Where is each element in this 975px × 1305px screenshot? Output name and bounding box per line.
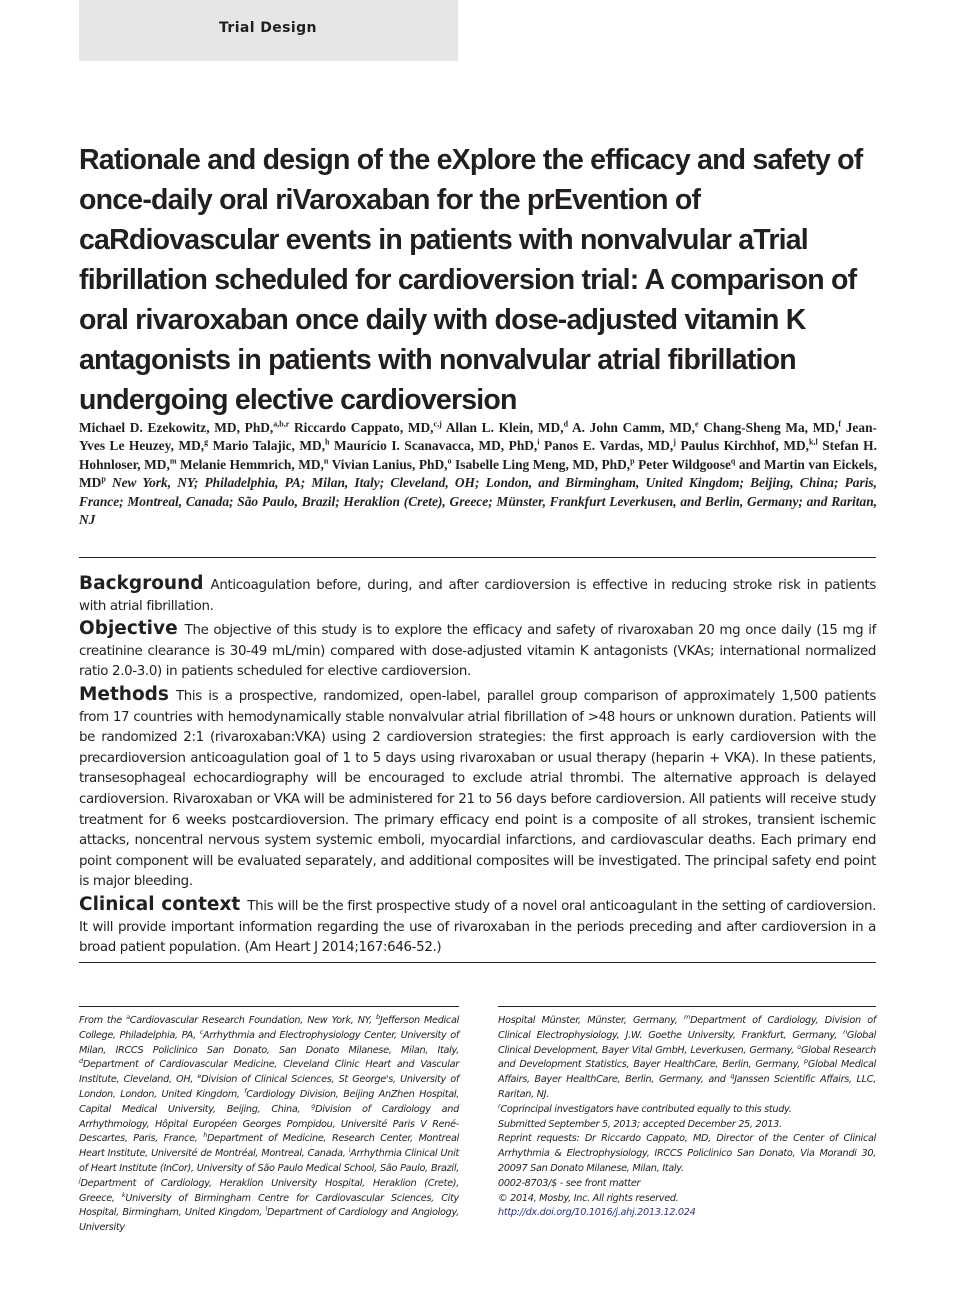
author-name: Michael D. Ezekowitz, MD, PhD,	[79, 420, 274, 435]
affiliation-marker: d	[563, 419, 569, 429]
affiliation-marker: c,j	[433, 419, 442, 429]
affiliation-marker: a,b,r	[273, 419, 290, 429]
affiliation-marker: p	[804, 1057, 808, 1066]
note-marker: r	[498, 1101, 501, 1110]
author-name: Riccardo Cappato, MD,	[293, 420, 434, 435]
affiliation-text: Cardiology Division, Beijing AnZhen Hospital, Capital Medical University, Beijing, China,	[79, 1088, 460, 1115]
footnote-rule-left	[79, 1006, 459, 1007]
author-name: Allan L. Klein, MD,	[445, 420, 564, 435]
affiliation-marker: i	[348, 1145, 351, 1154]
affiliation-text: Hospital Münster, Münster, Germany,	[498, 1015, 685, 1026]
affiliation-marker: j	[79, 1175, 81, 1184]
affiliation-text: Cardiovascular Research Foundation, New York, NY,	[129, 1015, 376, 1026]
divider-bottom	[79, 962, 876, 963]
affiliation-marker: o	[447, 456, 452, 466]
affiliation-marker: m	[169, 456, 177, 466]
affiliation-text: Janssen Scientific Affairs, LLC, Raritan, NJ.	[498, 1074, 876, 1100]
affiliation-marker: i	[537, 437, 540, 447]
affiliation-marker: q	[730, 1071, 735, 1080]
affiliation-text: Department of Cardiology, Heraklion University Hospital, Heraklion (Crete), Greece,	[79, 1177, 459, 1204]
affiliation-text: Department of Cardiology and Angiology, University	[79, 1207, 459, 1234]
abstract-heading: Clinical context	[79, 893, 241, 915]
reprint-requests: Reprint requests: Dr Riccardo Cappato, MD, Director of the Center of Clinical Arrhythmia & Electrophysiology, IRCCS Policlinico San Donato, Via Morandi 30, 20097 San Donato Milanese, Milan, Italy.	[498, 1133, 876, 1174]
affiliation-text: University of Birmingham Centre for Cardiovascular Sciences, City Hospital, Birmingham, United Kingdom,	[79, 1192, 459, 1219]
author-name: Vivian Lanius, PhD,	[331, 456, 448, 472]
affiliation-marker: a	[126, 1012, 130, 1021]
abstract-text: The objective of this study is to explore the efficacy and safety of rivaroxaban 20 mg once daily (15 mg if creatinine clearance is 30-49 mL/min) compared with dose-adjusted vitamin K antagonists (VKAs; international normalized ratio 2.0-3.0) in patients scheduled for elective cardioversion.	[79, 623, 876, 680]
abstract-methods	[79, 685, 876, 893]
affiliations-continued	[498, 1014, 876, 1103]
affiliation-marker: p	[101, 474, 106, 484]
abstract-text: Anticoagulation before, during, and after cardioversion is effective in reducing stroke risk in patients with atrial fibrillation.	[79, 578, 876, 614]
affiliation-text: Department of Cardiology, Division of Clinical Electrophysiology, J.W. Goethe University, Frankfurt, Germany,	[498, 1015, 876, 1041]
affiliation-marker: f	[838, 419, 842, 429]
affiliation-marker: b	[375, 1012, 380, 1021]
abstract-heading: Methods	[79, 683, 169, 705]
doi-link[interactable]: http://dx.doi.org/10.1016/j.ahj.2013.12.024	[498, 1207, 696, 1219]
affiliation-text: Arrhythmia and Electrophysiology Center, University of Milan, IRCCS Policlinico San Donato, San Donato Milanese, Milan, Italy,	[79, 1029, 459, 1056]
affiliation-marker: k	[121, 1190, 126, 1199]
affiliation-marker: k,l	[809, 437, 818, 447]
affiliation-text: Global Clinical Development, Bayer Vital GmbH, Leverkusen, Germany,	[498, 1029, 876, 1056]
coprincipal-note	[498, 1103, 876, 1118]
affiliation-marker: n	[843, 1027, 847, 1036]
affiliation-marker: h	[325, 437, 330, 447]
affiliation-marker: l	[265, 1205, 267, 1214]
affiliation-marker: c	[199, 1027, 204, 1036]
author-name: Melanie Hemmrich, MD,	[180, 456, 324, 472]
divider-top	[79, 557, 876, 558]
article-title: Rationale and design of the eXplore the efficacy and safety of once-daily oral riVaroxaban for the prEvention of caRdiovascular events in patients with nonvalvular aTrial fibrillation scheduled for cardioversion trial: A comparison of oral rivaroxaban once daily with dose-adjusted vitamin K antagonists in patients with nonvalvular atrial fibrillation undergoing elective cardioversion	[79, 144, 863, 416]
affiliation-text: Department of Cardiovascular Medicine, Cleveland Clinic Heart and Vascular Institute, Cleveland, OH,	[79, 1059, 459, 1086]
affiliation-text: From the	[79, 1015, 127, 1026]
affiliation-text: Division of Clinical Sciences, St George's, University of London, London, United Kingdom,	[79, 1074, 460, 1100]
author-name: A. John Camm, MD,	[571, 420, 696, 435]
author-name: Jean-Yves Le Heuzey, MD,	[79, 420, 877, 454]
affiliation-marker: j	[673, 437, 676, 447]
author-name: and Martin van Eickels, MD	[79, 456, 877, 491]
affiliation-text: Arrhythmia Clinical Unit of Heart Institute (InCor), University of São Paulo Medical School, São Paulo, Brazil,	[79, 1148, 459, 1174]
footnote-rule-right	[498, 1006, 876, 1007]
abstract	[79, 574, 876, 961]
author-name: Maurício I. Scanavacca, MD, PhD,	[334, 438, 538, 454]
affiliation-marker: h	[203, 1131, 208, 1140]
affiliation-marker: g	[311, 1101, 316, 1110]
affiliation-marker: m	[684, 1012, 691, 1021]
author-name: Stefan H. Hohnloser, MD,	[79, 438, 877, 472]
author-name: Isabelle Ling Meng, MD, PhD,	[455, 456, 631, 472]
affiliation-text: Department of Medicine, Research Center, Montreal Heart Institute, Université de Montréal, Montreal, Canada,	[79, 1133, 459, 1160]
affiliation-marker: o	[797, 1042, 801, 1051]
article-info-footnote	[498, 1014, 876, 1221]
affiliation-marker: e	[695, 419, 699, 429]
abstract-text: This will be the first prospective study of a novel oral anticoagulant in the setting of cardioversion. It will provide important information regarding the use of rivaroxaban in the periods preceding and after cardioversion in a broad patient population. (Am Heart J 2014;167:646-52.)	[79, 898, 876, 956]
author-list	[79, 419, 877, 529]
issn: 0002-8703/$ - see front matter	[498, 1177, 641, 1189]
affiliation-text: Global Medical Affairs, Bayer HealthCare, Berlin, Germany, and	[498, 1059, 876, 1086]
affiliation-marker: q	[730, 456, 736, 466]
affiliation-marker: g	[204, 437, 209, 447]
author-locations: New York, NY; Philadelphia, PA; Milan, Italy; Cleveland, OH; London, and Birmingham, United Kingdom; Beijing, China; Paris, France; Montreal, Canada; São Paulo, Brazil; Heraklion (Crete), Greece; Münster, Frankfurt Leverkusen, and Berlin, Germany; and Raritan, NJ	[79, 475, 877, 528]
affiliation-text: Division of Cardiology and Arrhythmology, Hôpital Européen Georges Pompidou, Université Paris V René-Descartes, Paris, France,	[79, 1103, 459, 1145]
affiliation-text: Jefferson Medical College, Philadelphia, PA,	[79, 1015, 459, 1041]
affiliation-marker: n	[323, 456, 329, 466]
abstract-background	[79, 574, 876, 617]
abstract-objective	[79, 619, 876, 683]
affiliation-text: Global Research and Development Statistics, Bayer HealthCare, Berlin, Germany,	[498, 1044, 876, 1071]
affiliation-marker: p	[630, 456, 635, 466]
copyright: © 2014, Mosby, Inc. All rights reserved.	[498, 1192, 679, 1204]
author-name: Panos E. Vardas, MD,	[544, 438, 674, 454]
abstract-heading: Objective	[79, 618, 178, 640]
author-name: Peter Wildgoose	[638, 456, 731, 472]
affiliation-marker: d	[79, 1057, 83, 1066]
abstract-clinical-context	[79, 895, 876, 959]
section-label: Trial Design	[219, 20, 317, 36]
affiliations-footnote	[79, 1014, 459, 1236]
abstract-heading: Background	[79, 573, 204, 594]
affiliation-marker: e	[197, 1071, 202, 1080]
submitted-date: Submitted September 5, 2013; accepted December 25, 2013.	[498, 1118, 782, 1130]
affiliation-marker: f	[244, 1086, 247, 1095]
author-name: Chang-Sheng Ma, MD,	[703, 420, 839, 435]
author-name: Paulus Kirchhof, MD,	[680, 438, 810, 454]
abstract-text: This is a prospective, randomized, open-label, parallel group comparison of approximately 1,500 patients from 17 countries with hemodynamically stable nonvalvular atrial fibrillation of >48 hours or unknown duration. Patients will be randomized 2:1 (rivaroxaban:VKA) using 2 cardioversion strategies: the first approach is early cardioversion with the precardioversion anticoagulation goal of 1 to 5 days using rivaroxaban or usual therapy (heparin + VKA). In these patients, transesophageal echocardiography will be encouraged to exclude atrial thrombi. The alternative approach is delayed cardioversion. Rivaroxaban or VKA will be administered for 21 to 56 days before cardioversion. All patients will receive study treatment for 6 weeks postcardioversion. The primary efficacy end point is a composite of all strokes, transient ischemic attacks, noncentral nervous system systemic emboli, myocardial infarctions, and cardiovascular deaths. Each primary end point component will be evaluated separately, and additional composites will be investigated. The principal safety end point is major bleeding.	[79, 688, 876, 890]
coprincipal-text: Coprincipal investigators have contributed equally to this study.	[500, 1103, 792, 1115]
section-tab	[79, 0, 458, 61]
author-name: Mario Talajic, MD,	[212, 438, 326, 454]
